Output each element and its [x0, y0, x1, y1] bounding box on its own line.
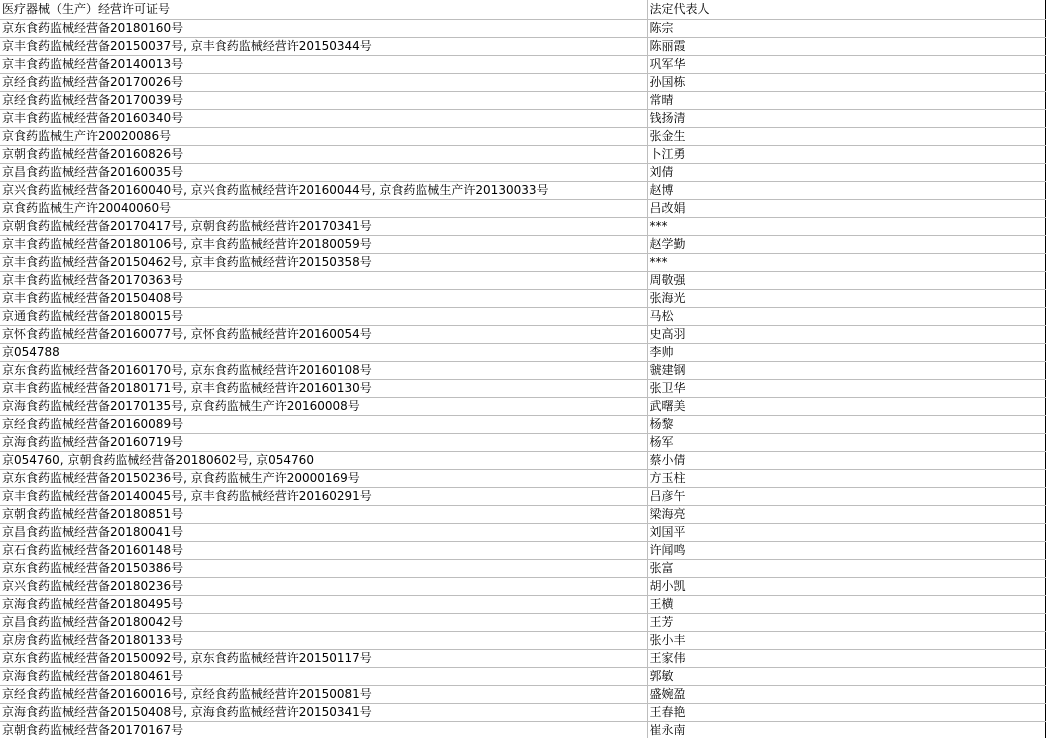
license-number-cell[interactable]: 京兴食药监械经营备20160040号, 京兴食药监械经营许20160044号, 京食药监械生产许20130033号: [0, 181, 647, 199]
license-number-cell[interactable]: 京通食药监械经营备20180015号: [0, 307, 647, 325]
table-row: [0, 199, 1045, 217]
table-row: [0, 145, 1045, 163]
legal-representative-cell[interactable]: 郭敏: [647, 667, 1045, 685]
table-row: [0, 505, 1045, 523]
table-row: [0, 703, 1045, 721]
legal-representative-cell[interactable]: 常晴: [647, 91, 1045, 109]
license-number-cell[interactable]: 京昌食药监械经营备20160035号: [0, 163, 647, 181]
license-number-cell[interactable]: 京朝食药监械经营备20180851号: [0, 505, 647, 523]
license-number-cell[interactable]: 京朝食药监械经营备20160826号: [0, 145, 647, 163]
legal-representative-cell[interactable]: 张海光: [647, 289, 1045, 307]
table-row: [0, 271, 1045, 289]
table-row: [0, 55, 1045, 73]
table-row: [0, 649, 1045, 667]
legal-representative-cell[interactable]: 巩军华: [647, 55, 1045, 73]
table-row: [0, 541, 1045, 559]
legal-representative-cell[interactable]: 马松: [647, 307, 1045, 325]
table-row: [0, 127, 1045, 145]
table-row: [0, 685, 1045, 703]
license-number-cell[interactable]: 京食药监械生产许20040060号: [0, 199, 647, 217]
license-number-cell[interactable]: 京昌食药监械经营备20180042号: [0, 613, 647, 631]
legal-representative-cell[interactable]: 刘倩: [647, 163, 1045, 181]
legal-representative-cell[interactable]: 刘国平: [647, 523, 1045, 541]
table-row: [0, 595, 1045, 613]
license-number-cell[interactable]: 京东食药监械经营备20160170号, 京东食药监械经营许20160108号: [0, 361, 647, 379]
legal-representative-cell[interactable]: 杨军: [647, 433, 1045, 451]
legal-representative-cell[interactable]: 卜江勇: [647, 145, 1045, 163]
table-row: [0, 91, 1045, 109]
table-row: [0, 577, 1045, 595]
table-row: [0, 415, 1045, 433]
legal-representative-cell[interactable]: 张金生: [647, 127, 1045, 145]
legal-representative-cell[interactable]: 张小丰: [647, 631, 1045, 649]
license-number-cell[interactable]: 京丰食药监械经营备20160340号: [0, 109, 647, 127]
legal-representative-cell[interactable]: 张卫华: [647, 379, 1045, 397]
legal-representative-cell[interactable]: 史高羽: [647, 325, 1045, 343]
table-row: [0, 343, 1045, 361]
license-number-cell[interactable]: 京丰食药监械经营备20180171号, 京丰食药监械经营许20160130号: [0, 379, 647, 397]
license-number-cell[interactable]: 京经食药监械经营备20160016号, 京经食药监械经营许20150081号: [0, 685, 647, 703]
legal-representative-cell[interactable]: 吕彦午: [647, 487, 1045, 505]
legal-representative-cell[interactable]: 钱扬清: [647, 109, 1045, 127]
header-row: [0, 0, 1045, 19]
license-number-cell[interactable]: 京东食药监械经营备20180160号: [0, 19, 647, 37]
license-number-cell[interactable]: 京经食药监械经营备20170026号: [0, 73, 647, 91]
license-number-cell[interactable]: 京丰食药监械经营备20170363号: [0, 271, 647, 289]
license-number-cell[interactable]: 京石食药监械经营备20160148号: [0, 541, 647, 559]
table-row: [0, 235, 1045, 253]
legal-representative-cell[interactable]: 王春艳: [647, 703, 1045, 721]
license-number-cell[interactable]: 京怀食药监械经营备20160077号, 京怀食药监械经营许20160054号: [0, 325, 647, 343]
license-number-cell[interactable]: 京房食药监械经营备20180133号: [0, 631, 647, 649]
license-number-cell[interactable]: 京丰食药监械经营备20180106号, 京丰食药监械经营许20180059号: [0, 235, 647, 253]
table-row: [0, 451, 1045, 469]
license-number-cell[interactable]: 京丰食药监械经营备20150037号, 京丰食药监械经营许20150344号: [0, 37, 647, 55]
legal-representative-cell[interactable]: 方玉柱: [647, 469, 1045, 487]
table-row: [0, 523, 1045, 541]
legal-representative-cell[interactable]: 许闻鸣: [647, 541, 1045, 559]
table-row: [0, 73, 1045, 91]
table-row: [0, 217, 1045, 235]
table-row: [0, 469, 1045, 487]
license-number-cell[interactable]: 京丰食药监械经营备20150462号, 京丰食药监械经营许20150358号: [0, 253, 647, 271]
legal-representative-cell[interactable]: 李帅: [647, 343, 1045, 361]
table-row: [0, 37, 1045, 55]
table-row: [0, 19, 1045, 37]
legal-representative-cell[interactable]: 虢建钢: [647, 361, 1045, 379]
table-row: [0, 361, 1045, 379]
license-number-cell[interactable]: 京食药监械生产许20020086号: [0, 127, 647, 145]
license-number-cell[interactable]: 京东食药监械经营备20150386号: [0, 559, 647, 577]
header-license-number[interactable]: 医疗器械（生产）经营许可证号: [0, 0, 647, 19]
license-number-cell[interactable]: 京东食药监械经营备20150092号, 京东食药监械经营许20150117号: [0, 649, 647, 667]
table-row: [0, 253, 1045, 271]
license-number-cell[interactable]: 京朝食药监械经营备20170167号: [0, 721, 647, 738]
table-row: [0, 307, 1045, 325]
table-row: [0, 613, 1045, 631]
license-number-cell[interactable]: 京海食药监械经营备20180461号: [0, 667, 647, 685]
legal-representative-cell[interactable]: 武曙美: [647, 397, 1045, 415]
license-number-cell[interactable]: 京海食药监械经营备20180495号: [0, 595, 647, 613]
license-number-cell[interactable]: 京丰食药监械经营备20140045号, 京丰食药监械经营许20160291号: [0, 487, 647, 505]
table-row: [0, 163, 1045, 181]
license-number-cell[interactable]: 京丰食药监械经营备20150408号: [0, 289, 647, 307]
license-number-cell[interactable]: 京054760, 京朝食药监械经营备20180602号, 京054760: [0, 451, 647, 469]
legal-representative-cell[interactable]: ***: [647, 217, 1045, 235]
header-legal-representative[interactable]: 法定代表人: [647, 0, 1045, 19]
table-row: [0, 379, 1045, 397]
table-row: [0, 631, 1045, 649]
license-number-cell[interactable]: 京054788: [0, 343, 647, 361]
license-number-cell[interactable]: 京丰食药监械经营备20140013号: [0, 55, 647, 73]
legal-representative-cell[interactable]: ***: [647, 253, 1045, 271]
table-row: [0, 325, 1045, 343]
legal-representative-cell[interactable]: 张富: [647, 559, 1045, 577]
table-row: [0, 487, 1045, 505]
license-number-cell[interactable]: 京经食药监械经营备20160089号: [0, 415, 647, 433]
license-number-cell[interactable]: 京海食药监械经营备20150408号, 京海食药监械经营许20150341号: [0, 703, 647, 721]
legal-representative-cell[interactable]: 周敬强: [647, 271, 1045, 289]
license-number-cell[interactable]: 京海食药监械经营备20160719号: [0, 433, 647, 451]
table-row: [0, 289, 1045, 307]
legal-representative-cell[interactable]: 吕改娟: [647, 199, 1045, 217]
legal-representative-cell[interactable]: 王横: [647, 595, 1045, 613]
legal-representative-cell[interactable]: 蔡小倩: [647, 451, 1045, 469]
table-row: [0, 667, 1045, 685]
table-row: [0, 109, 1045, 127]
legal-representative-cell[interactable]: 杨黎: [647, 415, 1045, 433]
table-row: [0, 559, 1045, 577]
table-row: [0, 721, 1045, 738]
legal-representative-cell[interactable]: 王芳: [647, 613, 1045, 631]
legal-representative-cell[interactable]: 陈丽霞: [647, 37, 1045, 55]
table-row: [0, 181, 1045, 199]
legal-representative-cell[interactable]: 陈宗: [647, 19, 1045, 37]
legal-representative-cell[interactable]: 崔永南: [647, 721, 1045, 738]
legal-representative-cell[interactable]: 盛婉盈: [647, 685, 1045, 703]
legal-representative-cell[interactable]: 孙国栋: [647, 73, 1045, 91]
license-number-cell[interactable]: 京朝食药监械经营备20170417号, 京朝食药监械经营许20170341号: [0, 217, 647, 235]
table-row: [0, 433, 1045, 451]
legal-representative-cell[interactable]: 赵博: [647, 181, 1045, 199]
table-row: [0, 397, 1045, 415]
legal-representative-cell[interactable]: 赵学勤: [647, 235, 1045, 253]
legal-representative-cell[interactable]: 梁海亮: [647, 505, 1045, 523]
license-number-cell[interactable]: 京昌食药监械经营备20180041号: [0, 523, 647, 541]
legal-representative-cell[interactable]: 王家伟: [647, 649, 1045, 667]
license-number-cell[interactable]: 京海食药监械经营备20170135号, 京食药监械生产许20160008号: [0, 397, 647, 415]
license-number-cell[interactable]: 京东食药监械经营备20150236号, 京食药监械生产许20000169号: [0, 469, 647, 487]
license-number-cell[interactable]: 京经食药监械经营备20170039号: [0, 91, 647, 109]
legal-representative-cell[interactable]: 胡小凯: [647, 577, 1045, 595]
license-number-cell[interactable]: 京兴食药监械经营备20180236号: [0, 577, 647, 595]
